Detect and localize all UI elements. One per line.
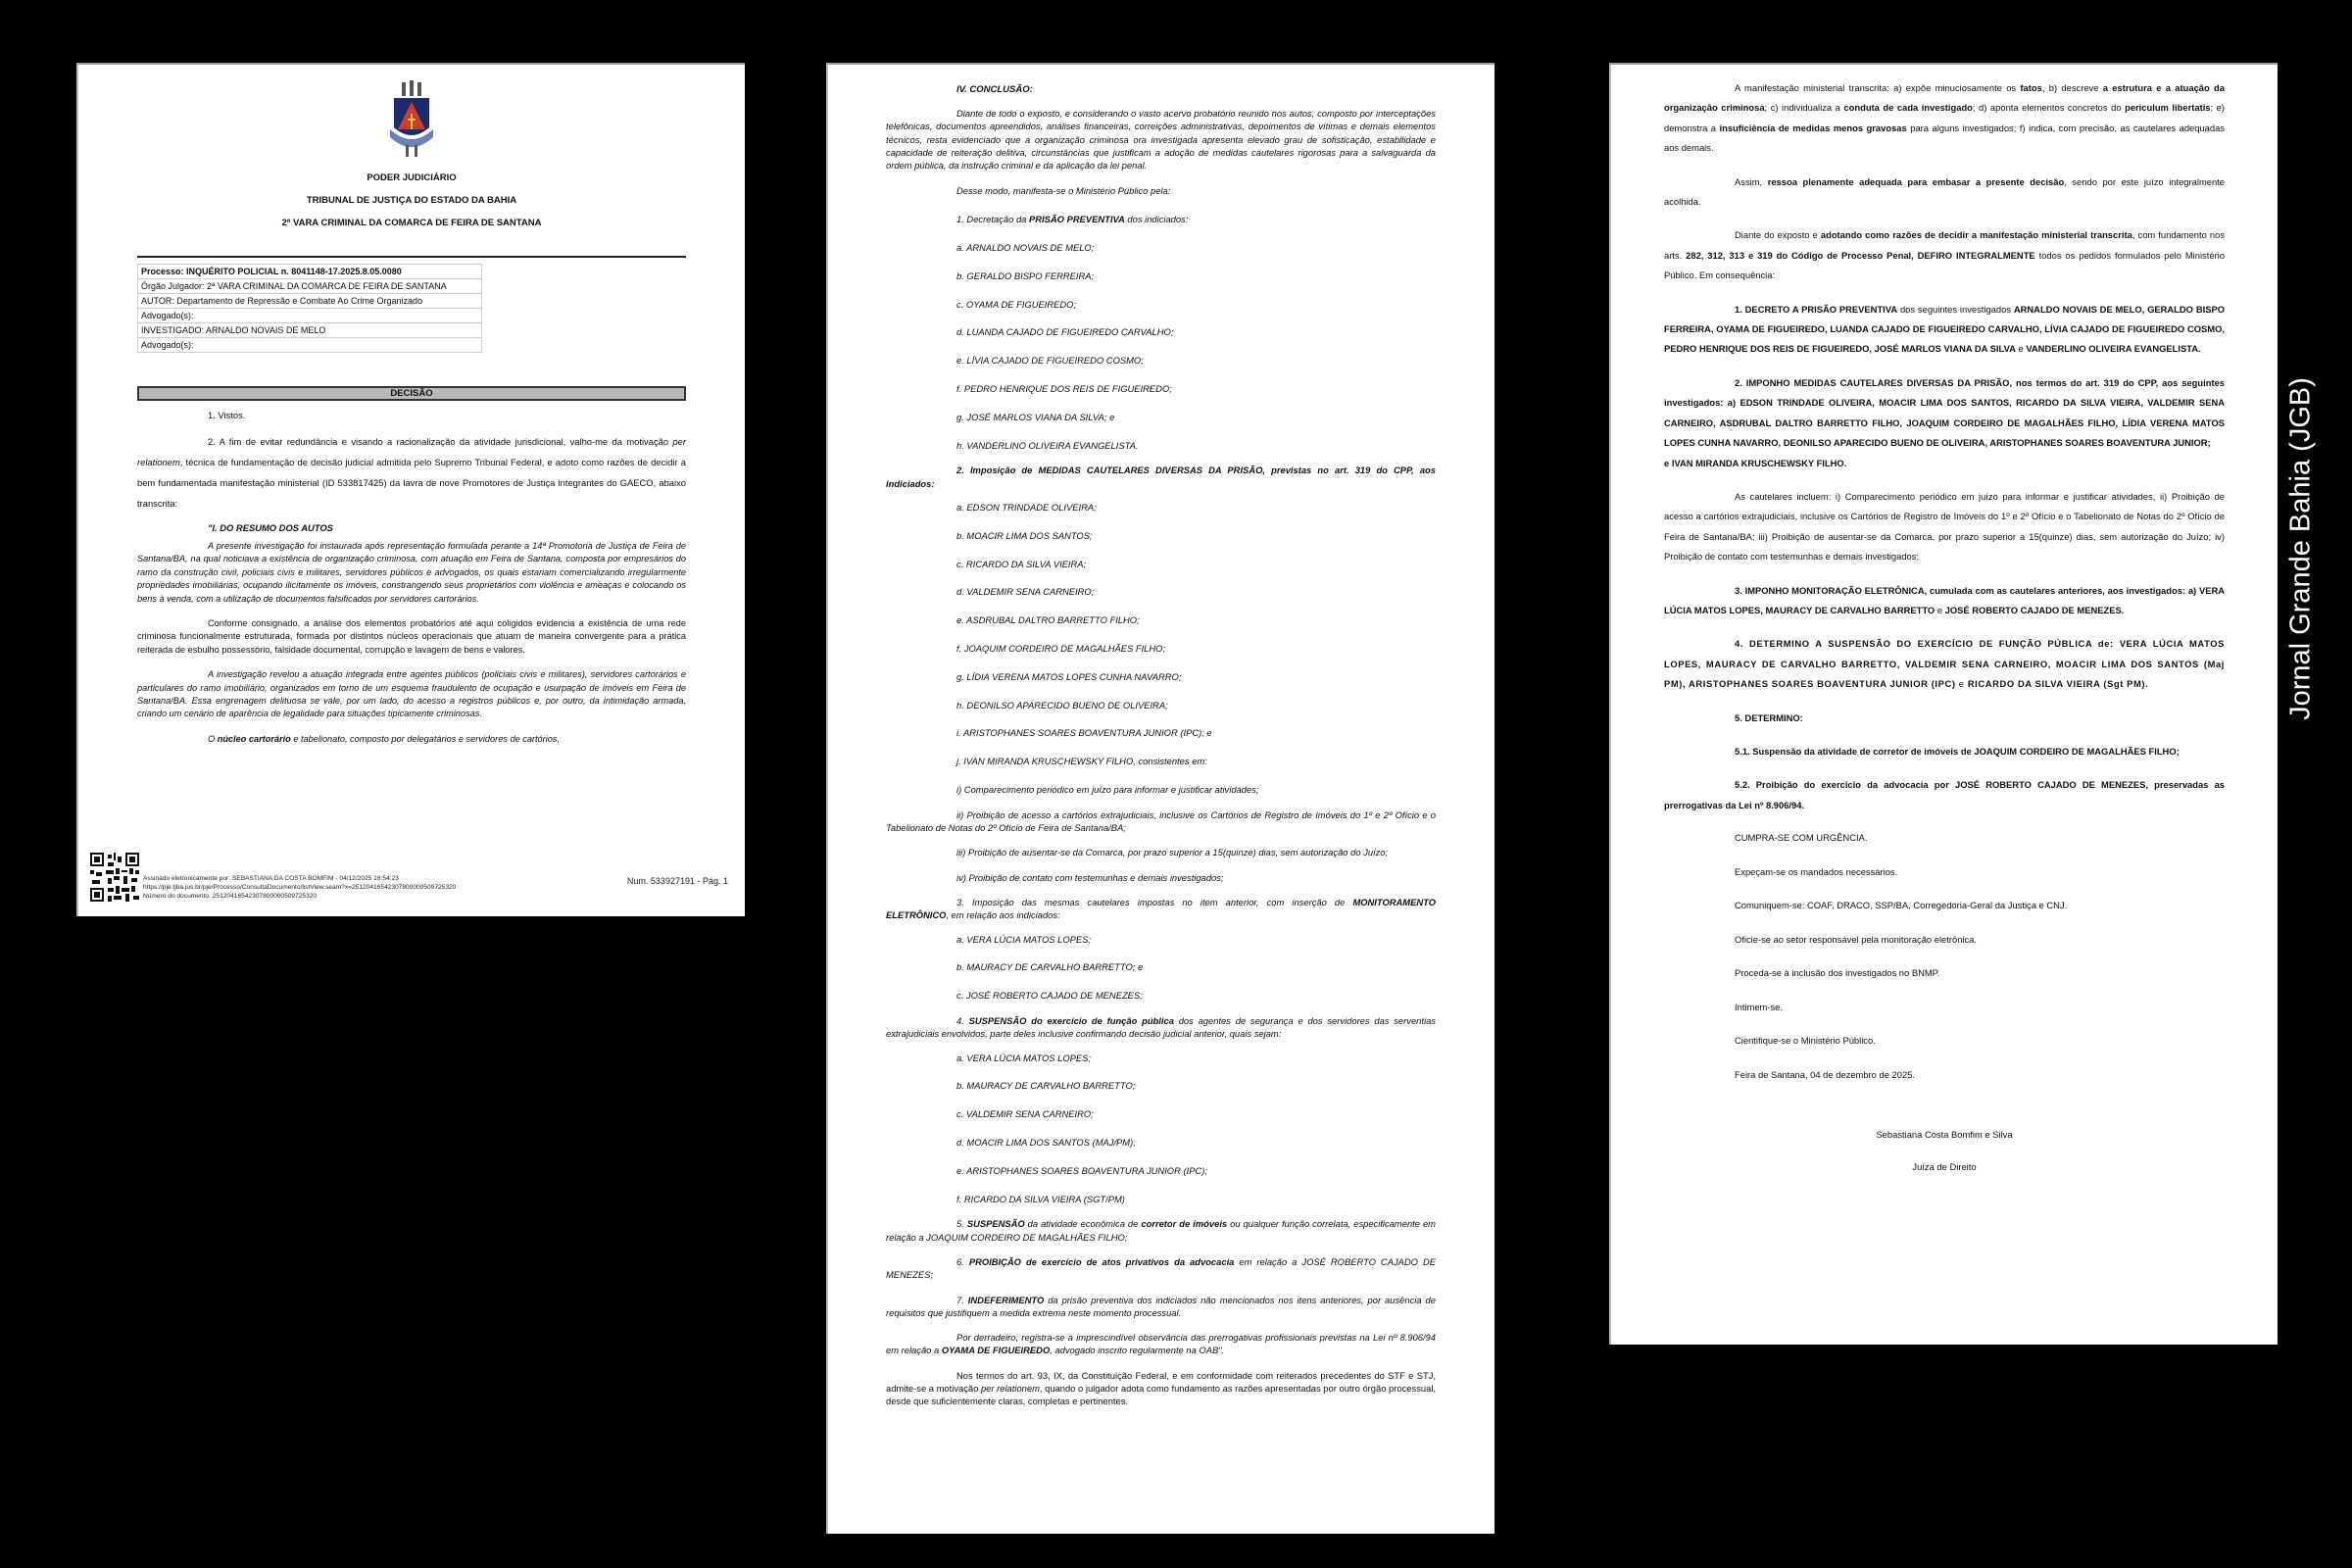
text: e <box>2015 343 2027 355</box>
plaintiff: AUTOR: Departamento de Repressão e Combate Ao Crime Organizado <box>137 294 482 309</box>
decree-5-1: 5.1. Suspensão da atividade de corretor de imóveis de JOAQUIM CORDEIRO DE MAGALHÃES FILHO; <box>1735 745 2180 757</box>
text: Por derradeiro, registra-se a imprescindível observância das prerrogativas profissionais previstas na Lei nº 8.906/94 em relação a <box>886 1332 1436 1356</box>
list-item: f. PEDRO HENRIQUE DOS REIS DE FIGUEIREDO; <box>956 383 1172 395</box>
request-2 <box>886 464 1436 490</box>
text: Nos termos do art. 93, IX, da Constituição Federal, e em conformidade com reiterados precedentes do STF e STJ, admite-se a motivação <box>886 1369 1436 1395</box>
decree-5: 5. DETERMINO: <box>1735 711 1803 723</box>
text-bold: núcleo cartorário <box>217 733 291 744</box>
text-bold: ressoa plenamente adequada para embasar a presente decisão <box>1767 175 2065 187</box>
document-page-2 <box>826 63 1494 1534</box>
text-bold: ARNALDO NOVAIS DE MELO, GERALDO BISPO FERREIRA, OYAMA DE FIGUEIREDO, LUANDA CAJADO DE FIGUEIREDO CARVALHO, LÍVIA CAJADO DE FIGUEIREDO COSMO, PEDRO HENRIQUE DOS REIS DE FIGUEIREDO, JOSÉ MARLOS VIANA DA SILVA <box>1664 303 2225 355</box>
text: ou qualquer função correlata, especificamente em relação a JOAQUIM CORDEIRO DE MAGALHÃES FILHO; <box>886 1218 1436 1243</box>
process-number: Processo: INQUÉRITO POLICIAL n. 8041148-17.2025.8.05.0080 <box>137 264 482 279</box>
precautionary-measures-detail: As cautelares incluem: i) Comparecimento periódico em juízo para informar e justificar atividades, ii) Proibição de acesso a cartórios extrajudiciais, inclusive os Cartórios de Registro de Imóveis do 1º e 2º Ofício e o Tabelionato de Notas do 2º Ofício de Feira de Santana/BA; iii) Proibição de ausentar-se da Comarca, por prazo superior a 15(quinze) dias, sem autorização do Juízo; iv) Proibição de contato com testemunhas e demais investigados; <box>1664 490 2225 563</box>
document-number: Número do documento: 25120416542307800000509725320 <box>143 893 318 900</box>
text-italic: per relationem <box>980 1383 1040 1395</box>
document-page-1 <box>76 63 745 916</box>
conclusion-lead: Desse modo, manifesta-se o Ministério Público pela: <box>956 185 1171 197</box>
text: , técnica de fundamentação de decisão judicial admitida pelo Supremo Tribunal Federal, e adoto como razões de decidir a bem fundamentada manifestação ministerial (ID 533817425) da lavra de nove Promotores de Justiça integrantes do GAECO, abaixo transcrita: <box>137 457 686 509</box>
header-judiciary: PODER JUDICIÁRIO <box>367 172 457 183</box>
text: ; d) aponta elementos concretos do <box>1972 102 2126 114</box>
text: Assim, <box>1735 175 1768 187</box>
text: A manifestação ministerial transcrita: a) expõe minuciosamente os <box>1735 82 2021 93</box>
text: 4. <box>956 1014 969 1026</box>
text: para alguns investigados; f) indica, com precisão, as cautelares adequadas aos demais. <box>1664 122 2226 154</box>
text-bold: PRISÃO PREVENTIVA <box>1029 214 1125 225</box>
list-item: j. IVAN MIRANDA KRUSCHEWSKY FILHO, consistentes em: <box>956 756 1207 767</box>
text: dos agentes de segurança e dos servidores das serventias extrajudiciais envolvidos, parte deles inclusive confirmando decisão judicial anterior, quais sejam: <box>886 1014 1436 1040</box>
signature-footer <box>90 853 732 906</box>
header-divider <box>137 256 686 258</box>
measure-ii: ii) Proibição de acesso a cartórios extrajudiciais, inclusive os Cartórios de Registro de Imóveis do 1º e 2º Ofício e o Tabelionato de Notas do 2º Ofício de Feira de Santana/BA; <box>886 808 1436 834</box>
ruling-intro <box>1664 225 2225 285</box>
order-item: Comuniquem-se: COAF, DRACO, SSP/BA, Corregedoria-Geral da Justiça e CNJ. <box>1735 900 2068 911</box>
text: , com fundamento nos arts. <box>1664 229 2226 261</box>
final-orders-list <box>1664 821 2225 1092</box>
list-item: e. LÍVIA CAJADO DE FIGUEIREDO COSMO; <box>956 355 1144 367</box>
text-bold: OYAMA DE FIGUEIREDO <box>941 1345 1051 1356</box>
preventive-arrest-list <box>886 234 1436 460</box>
request-5 <box>886 1217 1436 1244</box>
list-item: e. ARISTOPHANES SOARES BOAVENTURA JUNIOR (IPC); <box>956 1164 1207 1176</box>
list-item: g. LÍDIA VERENA MATOS LOPES CUNHA NAVARRO; <box>956 670 1182 682</box>
list-item: i) Comparecimento periódico em juízo para informar e justificar atividades; <box>956 784 1259 796</box>
list-item: f. RICARDO DA SILVA VIEIRA (SGT/PM) <box>956 1193 1125 1204</box>
text: dos indiciados: <box>1124 214 1189 225</box>
text-bold: , nos termos do art. 319 do CPP, aos seguintes investigados: a) EDSON TRINDADE OLIVEIRA, MOACIR LIMA DOS SANTOS, RICARDO DA SILVA VIEIRA, VALDEMIR SENA CARNEIRO, ASDRUBAL DALTRO BARRETTO FILHO, JOAQUIM CORDEIRO DE MAGALHÃES FILHO, LÍDIA VERENA MATOS LOPES CUNHA NAVARRO, DEONILSO APARECIDO BUENO DE OLIVEIRA, ARISTOPHANES SOARES BOAVENTURA JUNIOR; <box>1664 376 2225 449</box>
text-bold: 3. IMPONHO MONITORAÇÃO ELETRÔNICA <box>1735 584 1925 596</box>
judge-name: Sebastiana Costa Bomfim e Silva <box>1876 1129 2013 1141</box>
text: ; e) demonstra a <box>1664 102 2225 133</box>
text: , advogado inscrito regularmente na OAB". <box>1050 1345 1225 1356</box>
decree-4-public-function-suspension <box>1664 634 2225 694</box>
text-bold: a estrutura e a atuação da organização criminosa <box>1664 82 2225 114</box>
list-item: c. VALDEMIR SENA CARNEIRO; <box>956 1108 1094 1120</box>
text-bold: insuficiência de medidas menos gravosas <box>1719 122 1907 133</box>
text-bold: RICARDO DA SILVA VIEIRA (Sgt PM). <box>1967 678 2149 690</box>
list-item: f. JOAQUIM CORDEIRO DE MAGALHÃES FILHO; <box>956 643 1166 655</box>
list-item: b. GERALDO BISPO FERREIRA; <box>956 270 1095 281</box>
investigated: INVESTIGADO: ARNALDO NOVAIS DE MELO <box>137 323 482 338</box>
document-page-3 <box>1609 63 2278 1345</box>
text-bold: MONITORAMENTO ELETRÔNICO <box>886 897 1436 921</box>
decree-2-precautionary-measures <box>1664 373 2225 454</box>
text: , quando o julgador adota como fundamento as razões apresentadas por outro órgão processual, desde que suficientemente claras, completas e pertinentes. <box>886 1383 1437 1407</box>
list-item: a. ARNALDO NOVAIS DE MELO; <box>956 242 1095 254</box>
text-bold: 4. DETERMINO A SUSPENSÃO DO EXERCÍCIO DE FUNÇÃO PÚBLICA de: VERA LÚCIA MATOS LOPES, MAURACY DE CARVALHO BARRETTO, VALDEMIR SENA CARNEIRO, MOACIR LIMA DOS SANTOS (Maj PM), ARISTOPHANES SOARES BOAVENTURA JUNIOR (IPC) <box>1664 638 2225 690</box>
request-7 <box>886 1294 1436 1320</box>
page-number: Num. 533927191 - Pág. 1 <box>626 876 728 886</box>
text-bold: SUSPENSÃO do exercício de função pública <box>968 1014 1174 1026</box>
text-bold: corretor de imóveis <box>1141 1218 1228 1230</box>
text: da atividade econômica de <box>1024 1218 1142 1230</box>
list-item: g. JOSÉ MARLOS VIANA DA SILVA; e <box>956 411 1115 422</box>
text: da prisão preventiva dos indiciados não mencionados nos itens anteriores, por ausência de requisitos que justifiquem a medida extrema neste momento processual. <box>886 1294 1436 1318</box>
text-italic: per relationem <box>137 436 686 467</box>
paragraph-2 <box>137 431 686 514</box>
paragraph-nucleo <box>137 733 686 746</box>
closing-paragraph <box>886 1369 1436 1408</box>
text: 7. <box>956 1294 968 1305</box>
qr-code-icon[interactable] <box>90 853 139 902</box>
header-tribunal: TRIBUNAL DE JUSTIÇA DO ESTADO DA BAHIA <box>306 195 517 206</box>
subheading-resumo: "I. DO RESUMO DOS AUTOS <box>208 522 333 533</box>
verification-url[interactable]: https://pje.tjba.jus.br/pje/Processo/ConsultaDocumento/listView.seam?x=25120416542307800000509725320 <box>143 884 457 891</box>
text: , previstas no art. 319 do CPP, aos indiciados: <box>886 465 1436 489</box>
header-court: 2ª VARA CRIMINAL DA COMARCA DE FEIRA DE SANTANA <box>281 218 542 228</box>
list-item: d. MOACIR LIMA DOS SANTOS (MAJ/PM); <box>956 1136 1136 1148</box>
paragraph-investigacao: A investigação revelou a atuação integrada entre agentes públicos (policiais civis e militares), servidores cartorários e particulares do ramo imobiliário, organizados em torno de um esquema fraudulento de ocupação e usurpação de imóveis em Feira de Santana/BA. Essa engrenagem delituosa se vale, por um lado, do acesso a registros públicos e, por outro, da intimidação armada, criando um cenário de aparência de legalidade para situações tipicamente criminosas. <box>137 669 686 719</box>
text-bold: JOSÉ ROBERTO CAJADO DE MENEZES. <box>1944 604 2125 615</box>
list-item: c. RICARDO DA SILVA VIEIRA; <box>956 558 1087 569</box>
list-item: b. MOACIR LIMA DOS SANTOS; <box>956 529 1093 541</box>
list-item: i. ARISTOPHANES SOARES BOAVENTURA JUNIOR (IPC); e <box>956 727 1212 739</box>
text: , em relação aos indiciados: <box>946 909 1060 921</box>
text: 3. Imposição das mesmas cautelares impostas no item anterior, com inserção de <box>956 897 1353 907</box>
text: O <box>208 733 218 744</box>
decree-3-electronic-monitoring <box>1664 581 2225 621</box>
judging-body: Órgão Julgador: 2ª VARA CRIMINAL DA COMARCA DE FEIRA DE SANTANA <box>137 279 482 294</box>
decree-2-last-investigated: e IVAN MIRANDA KRUSCHEWSKY FILHO. <box>1664 457 1847 468</box>
text-bold: adotando como razões de decidir a manifestação ministerial transcrita <box>1820 229 2132 241</box>
measure-iii: iii) Proibição de ausentar-se da Comarca, por prazo superior a 15(quinze) dias, sem autorização do Juízo; <box>956 847 1389 858</box>
bahia-coat-of-arms-icon <box>384 80 439 159</box>
signed-by: Assinado eletronicamente por: SEBASTIANA DA COSTA BOMFIM - 04/12/2025 16:54:23 <box>143 875 399 882</box>
judge-title: Juíza de Direito <box>1912 1161 1977 1173</box>
order-item-date: Feira de Santana, 04 de dezembro de 2025. <box>1735 1068 1915 1080</box>
process-info-box <box>137 264 482 353</box>
paragraph-resumo: A presente investigação foi instaurada após representação formulada perante a 14ª Promotoria de Justiça de Feira de Santana/BA, na qual noticiava a existência de organização criminosa, com atuação em Feira de Santana, composta por empresários do ramo da construção civil, policiais civis e militares, servidores públicos e advogados, os quais estariam comercializando irregularmente propriedades imobiliárias, ocupando ilicitamente os imóveis, constrangendo seus proprietários com violência e ameaças e colocando os bens à venda, com a utilização de documentos falsificados por servidores cartorários. <box>137 541 686 604</box>
order-item: Intimem-se. <box>1735 1001 1783 1012</box>
text: 6. <box>956 1255 969 1267</box>
text-bold: MEDIDAS CAUTELARES DIVERSAS DA PRISÃO <box>1038 465 1263 476</box>
order-item: Cientifique-se o Ministério Público. <box>1735 1035 1876 1047</box>
text: 2. Imposição de <box>956 465 1039 476</box>
list-item: h. VANDERLINO OLIVEIRA EVANGELISTA. <box>956 439 1139 451</box>
precautionary-measures-list <box>886 494 1436 805</box>
plaintiff-lawyers: Advogado(s): <box>137 309 482 323</box>
text: 5. <box>956 1218 967 1230</box>
investigated-lawyers: Advogado(s): <box>137 338 482 353</box>
text: , b) descreve <box>2041 82 2103 93</box>
text-bold: INDEFERIMENTO <box>967 1294 1045 1305</box>
text: Diante do exposto e <box>1735 229 1821 241</box>
electronic-signature-info <box>143 874 456 901</box>
list-item: a. VERA LÚCIA MATOS LOPES; <box>956 1052 1092 1063</box>
text: e <box>1955 678 1968 690</box>
request-1 <box>956 206 1436 234</box>
section-title-decisao: DECISÃO <box>137 386 686 401</box>
text-bold: fatos <box>2020 82 2042 93</box>
text-bold: PROIBIÇÃO de exercício de atos privativos da advocacia <box>968 1255 1235 1267</box>
text: ; c) individualiza a <box>1764 102 1844 114</box>
list-item: e. ASDRUBAL DALTRO BARRETTO FILHO; <box>956 614 1140 626</box>
ministerial-assessment <box>1664 78 2225 159</box>
text-bold: conduta de cada investigado <box>1843 102 1973 114</box>
publisher-watermark: Jornal Grande Bahia (JGB) <box>2284 377 2317 720</box>
final-ministerial-note <box>886 1331 1436 1357</box>
order-item: Proceda-se à inclusão dos investigados no BNMP. <box>1735 967 1940 979</box>
text: e tabelionato, composto por delegatários e servidores de cartórios, <box>290 733 561 744</box>
text: 2. A fim de evitar redundância e visando a racionalização da atividade jurisdicional, valho-me da motivação <box>208 436 673 447</box>
text: dos seguintes investigados <box>1897 303 2014 315</box>
list-item: c. JOSÉ ROBERTO CAJADO DE MENEZES; <box>956 990 1143 1002</box>
text: todos os pedidos formulados pelo Ministério Público. Em consequência: <box>1664 249 2225 281</box>
list-item: b. MAURACY DE CARVALHO BARRETTO; e <box>956 961 1144 973</box>
public-function-suspension-list <box>886 1045 1436 1214</box>
text: em relação a JOSÉ ROBERTO CAJADO DE MENEZES; <box>886 1255 1436 1281</box>
request-3 <box>886 896 1436 922</box>
electronic-monitoring-list <box>886 926 1436 1010</box>
text-bold: SUSPENSÃO <box>966 1218 1025 1230</box>
acceptance-paragraph <box>1664 172 2225 213</box>
text-bold: 1. DECRETO A PRISÃO PREVENTIVA <box>1735 303 1898 315</box>
request-4 <box>886 1014 1436 1041</box>
list-item: c. OYAMA DE FIGUEIREDO; <box>956 298 1077 310</box>
decree-1-preventive-arrest <box>1664 300 2225 360</box>
list-item: d. LUANDA CAJADO DE FIGUEIREDO CARVALHO; <box>956 326 1174 338</box>
paragraph-conforme: Conforme consignado, a análise dos elementos probatórios até aqui coligidos evidencia a existência de uma rede criminosa funcionalmente estruturada, formada por distintos núcleos operacionais que atuam de maneira convergente para a prática reiterada de esbulho possessório, falsidade documental, corrupção e lavagem de bens e valores. <box>137 618 686 655</box>
list-item: h. DEONILSO APARECIDO BUENO DE OLIVEIRA; <box>956 699 1168 710</box>
text-bold: , cumulada com as cautelares anteriores, aos investigados: a) VERA LÚCIA MATOS LOPES, MAURACY DE CARVALHO BARRETTO <box>1664 584 2225 615</box>
text: e <box>1935 604 1945 615</box>
conclusion-heading: IV. CONCLUSÃO: <box>956 84 1033 95</box>
text: , sendo por este juízo integralmente acolhida. <box>1664 175 2225 208</box>
request-6 <box>886 1255 1436 1282</box>
order-item: Expeçam-se os mandados necessários. <box>1735 865 1898 877</box>
text-bold: 282, 312, 313 e 319 do Código de Processo Penal, DEFIRO INTEGRALMENTE <box>1686 249 2035 261</box>
text-bold: periculum libertatis <box>2125 102 2211 114</box>
conclusion-intro: Diante de todo o exposto, e considerando o vasto acervo probatório reunido nos autos, composto por interceptações telefônicas, documentos apreendidos, análises financeiras, correições administrativas, depoimentos de vítimas e demais elementos técnicos, resta evidenciado que a organização criminosa ora investigada apresenta elevado grau de sofisticação, estabilidade e capacidade de reiteração delitiva, circunstâncias que justificam a adoção de medidas cautelares rigorosas para a salvaguarda da ordem pública, da instrução criminal e da aplicação da lei penal. <box>886 108 1436 172</box>
list-item: a. EDSON TRINDADE OLIVEIRA; <box>956 502 1097 514</box>
text-bold: 2. IMPONHO MEDIDAS CAUTELARES DIVERSAS DA PRISÃO <box>1735 376 2010 388</box>
list-item: a. VERA LÚCIA MATOS LOPES; <box>956 933 1092 945</box>
order-item: CUMPRA-SE COM URGÊNCIA. <box>1735 832 1868 844</box>
text-bold: VANDERLINO OLIVEIRA EVANGELISTA. <box>2026 343 2201 355</box>
decree-5-2: 5.2. Proibição do exercício da advocacia por JOSÉ ROBERTO CAJADO DE MENEZES, preservadas as prerrogativas da Lei nº 8.906/94. <box>1664 779 2225 810</box>
list-item: b. MAURACY DE CARVALHO BARRETTO; <box>956 1080 1136 1092</box>
measure-iv: iv) Proibição de contato com testemunhas e demais investigados; <box>956 871 1224 883</box>
order-item: Oficie-se ao setor responsável pela monitoração eletrônica. <box>1735 933 1978 945</box>
text: 1. Decretação da <box>956 214 1030 225</box>
vistos: 1. Vistos. <box>208 410 246 420</box>
list-item: d. VALDEMIR SENA CARNEIRO; <box>956 586 1095 598</box>
